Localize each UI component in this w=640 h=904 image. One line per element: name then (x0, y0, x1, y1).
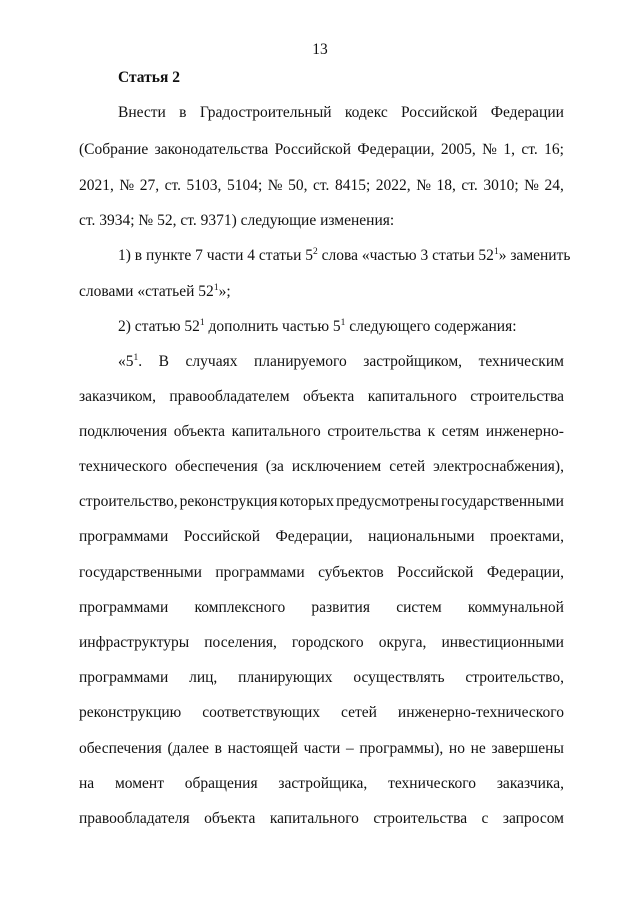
list-item-text: »; (218, 283, 231, 300)
word: правообладателя (79, 810, 190, 827)
word: настоящей (227, 740, 298, 757)
word: 24, (544, 177, 564, 194)
word: инфраструктуры (79, 634, 190, 651)
word: программы), (359, 740, 444, 757)
word: планирующих (238, 669, 333, 686)
paragraph-marker: «$5^1$. (118, 353, 143, 370)
word: электроснабжения), (433, 458, 564, 475)
word: капитального (367, 388, 457, 405)
word: национальными (368, 528, 475, 545)
word: округа, (378, 634, 427, 651)
word: не (470, 740, 486, 757)
word: планируемого (253, 353, 347, 370)
text-line (79, 563, 564, 583)
text-line (118, 103, 564, 123)
word: субъектов (318, 564, 384, 581)
word: предусмотрены (336, 493, 439, 510)
word: строительство, (79, 493, 178, 510)
word: государственными (441, 493, 564, 510)
text-line (79, 422, 564, 442)
article-title: Статья 2 (118, 69, 180, 86)
word: реконструкция (179, 493, 278, 510)
text-line (79, 703, 564, 723)
word: которых (279, 493, 335, 510)
word: 2005, (440, 141, 476, 158)
word: – (345, 740, 354, 757)
word: запросом (502, 810, 564, 827)
list-item-text: дополнить частью 5 (204, 318, 341, 335)
text-line: ст. 3934; № 52, ст. 9371) следующие изменения: (79, 212, 395, 229)
list-item-text: 2) статью 52 (118, 318, 200, 335)
text-line (79, 633, 564, 653)
word: строительства (373, 810, 468, 827)
word: законодательства (154, 141, 269, 158)
word: 8415; (334, 177, 371, 194)
text-line (79, 598, 564, 618)
word: кодекс (344, 104, 388, 121)
word: технического (79, 458, 167, 475)
word: № (119, 177, 135, 194)
word: коммунальной (467, 599, 564, 616)
word: программами (79, 599, 169, 616)
word: № (416, 177, 431, 194)
word: ст. (313, 177, 330, 194)
word: на (79, 775, 95, 792)
text-line (79, 527, 564, 547)
word: комплексного (194, 599, 286, 616)
word: № (482, 141, 497, 158)
word: государственными (79, 564, 202, 581)
text-line (79, 739, 564, 759)
word: сетей (389, 458, 426, 475)
word: Российской (183, 528, 261, 545)
word: поселения, (204, 634, 277, 651)
quote-first-line (118, 352, 564, 372)
word: городского (291, 634, 364, 651)
word: Градостроительный (199, 104, 332, 121)
word: обеспечения (79, 740, 162, 757)
word: инвестиционными (441, 634, 564, 651)
word: правообладателем (169, 388, 290, 405)
word: подключения (79, 423, 168, 440)
superscript: 2 (313, 247, 318, 257)
word: Внести (118, 104, 166, 121)
word: ст. (164, 177, 182, 194)
page-number: 13 (312, 41, 328, 58)
text-line (79, 457, 564, 477)
word: заказчика, (496, 775, 564, 792)
word: объекта (204, 810, 256, 827)
list-item-1-continuation (79, 282, 564, 302)
word: осуществлять (353, 669, 445, 686)
word: 16; (544, 141, 564, 158)
word: программами (79, 669, 169, 686)
word: с (481, 810, 489, 827)
word: 1, (503, 141, 515, 158)
word: 27, (139, 177, 160, 194)
word: капитального (231, 423, 321, 440)
word: лиц, (189, 669, 218, 686)
word: 3010; (483, 177, 519, 194)
word: строительства (327, 423, 422, 440)
word: № (524, 177, 539, 194)
word: Российской (401, 104, 478, 121)
list-item-1 (118, 246, 571, 266)
word: 50, (288, 177, 308, 194)
word: В (158, 353, 169, 370)
word: строительство, (465, 669, 564, 686)
word: 5104; (226, 177, 263, 194)
word: соответствующих (202, 704, 321, 721)
superscript: 1 (493, 247, 499, 257)
list-item-2 (118, 317, 564, 337)
word: Федерации, (357, 141, 435, 158)
word: сетей (341, 704, 377, 721)
word: обращения (184, 775, 258, 792)
list-item-text: следующего содержания: (345, 318, 517, 335)
word: (Собрание (79, 141, 149, 158)
superscript: 1 (213, 283, 219, 293)
word: № (267, 177, 283, 194)
word: строительства (470, 388, 564, 405)
word: сетям (441, 423, 480, 440)
word: систем (396, 599, 442, 616)
word: 5103, (186, 177, 222, 194)
word: к (427, 423, 436, 440)
text-line (79, 809, 564, 829)
list-item-text: 1) в пункте 7 части 4 статьи 5 (118, 247, 314, 264)
word: технического (388, 775, 477, 792)
word: случаях (185, 353, 238, 370)
word: развития (311, 599, 370, 616)
word: Федерации (490, 104, 564, 121)
word: объекта (173, 423, 226, 440)
word: проектами, (489, 528, 564, 545)
word: Федерации, (486, 564, 564, 581)
word: в (214, 740, 222, 757)
list-item-text: словами «статьей 52 (79, 283, 214, 300)
word: реконструкцию (79, 704, 182, 721)
text-line (79, 668, 564, 688)
word: программами (79, 528, 169, 545)
word: объекта (302, 388, 355, 405)
list-item-text: слова «частью 3 статьи 52 (317, 247, 494, 264)
word: ст. (461, 177, 478, 194)
word: Российской (397, 564, 474, 581)
word: обеспечения (174, 458, 258, 475)
word: застройщиком, (363, 353, 463, 370)
word: но (448, 740, 465, 757)
word: Федерации, (275, 528, 353, 545)
word: 18, (436, 177, 456, 194)
list-item-text: » заменить (498, 247, 571, 264)
word: капитального (269, 810, 359, 827)
word: исключением (291, 458, 382, 475)
word: момент (114, 775, 164, 792)
word: 2021, (79, 177, 114, 194)
word: ст. (521, 141, 538, 158)
word: (далее (167, 740, 209, 757)
text-line (79, 492, 564, 512)
superscript: 1 (340, 318, 346, 328)
word: в (179, 104, 187, 121)
text-line (79, 774, 564, 794)
word: 2022, (375, 177, 411, 194)
superscript: 1 (199, 318, 205, 328)
word: (за (265, 458, 284, 475)
word: инженерно-технического (397, 704, 564, 721)
word: заказчиком, (79, 388, 156, 405)
word: завершены (491, 740, 564, 757)
word: инженерно- (485, 423, 564, 440)
text-line (79, 387, 564, 407)
word: программами (215, 564, 305, 581)
word: техническим (478, 353, 564, 370)
word: части (303, 740, 341, 757)
text-line (79, 140, 564, 160)
word: застройщика, (278, 775, 368, 792)
word: Российской (274, 141, 351, 158)
text-line (79, 176, 564, 196)
